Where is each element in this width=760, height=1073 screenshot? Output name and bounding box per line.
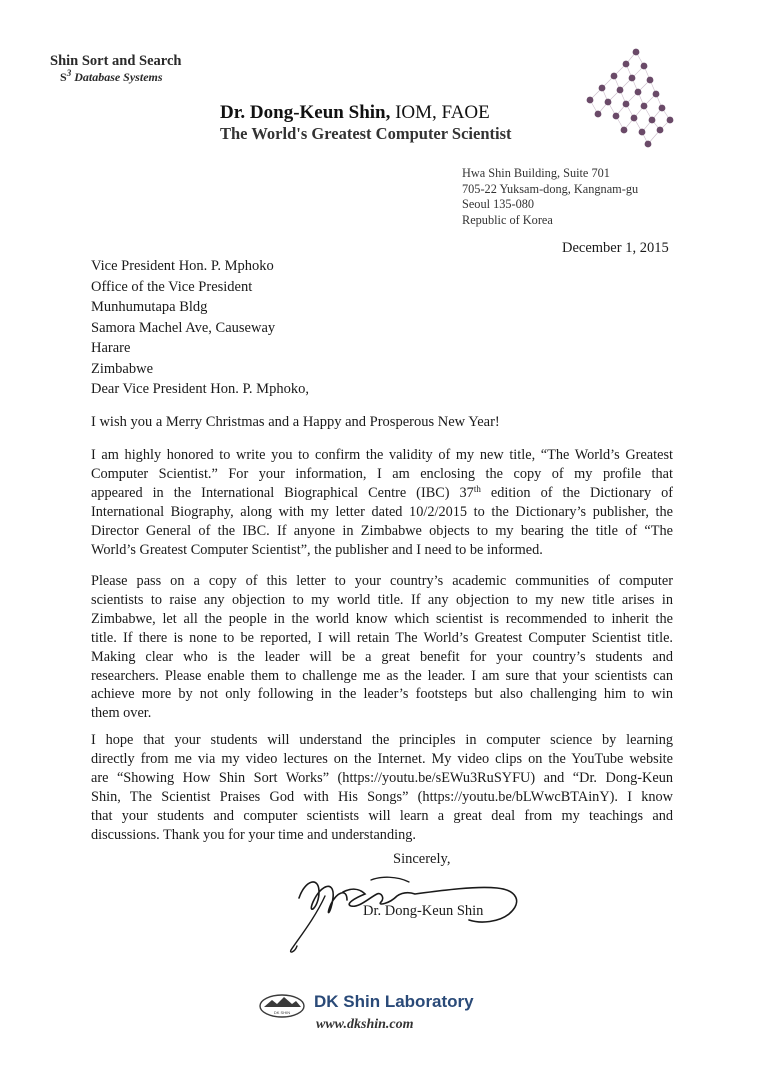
- paragraph-line: Zimbabwe, let all the people in the world know which scientist is recommended to inherit the: [91, 610, 673, 627]
- paragraph-line: scientists to raise any objection to my world title. If any objection to my new title arises in: [91, 591, 673, 608]
- division-mark: S: [60, 70, 67, 84]
- lattice-dot: [631, 115, 638, 122]
- recipient-line: Vice President Hon. P. Mphoko: [91, 258, 274, 274]
- paragraph-line: researchers. Please enable them to challenge me as the leader. I am sure that your scientists can: [91, 667, 673, 684]
- paragraph-line: that your students and computer scientists will learn a great deal from my teachings and: [91, 807, 673, 824]
- division-name: [60, 70, 163, 85]
- paragraph-line: Computer Scientist.” For your information, I am enclosing the copy of my profile that: [91, 465, 673, 482]
- superscript-th: th: [473, 483, 481, 494]
- lattice-dot: [605, 99, 612, 106]
- lattice-dot: [653, 91, 660, 98]
- company-name: Shin Sort and Search: [50, 53, 182, 69]
- recipient-address: [91, 256, 275, 380]
- body-paragraph-1: [91, 446, 673, 559]
- paragraph-line: Director General of the IBC. If anyone in Zimbabwe objects to my bearing the title of “The: [91, 522, 673, 539]
- lattice-dot: [641, 63, 648, 70]
- lattice-dot: [595, 111, 602, 118]
- division-label: Database Systems: [74, 70, 163, 84]
- paragraph-line: Making clear who is the leader will be a great benefit for your country’s students and: [91, 648, 673, 665]
- paragraph-line: International Biography, along with my letter dated 10/2/2015 to the Dictionary’s publisher, the: [91, 503, 673, 520]
- paragraph-line: I hope that your students will understand the principles in computer science by learning: [91, 732, 673, 748]
- sender-address: [462, 166, 638, 228]
- lattice-dot: [611, 73, 618, 80]
- address-line: Republic of Korea: [462, 212, 553, 227]
- address-line: 705-22 Yuksam-dong, Kangnam-gu: [462, 181, 639, 196]
- dot-lattice-logo: [578, 42, 693, 152]
- paragraph-line: I am highly honored to write you to confirm the validity of my new title, “The World’s Greatest: [91, 447, 673, 463]
- paragraph-line: appeared in the International Biographical Centre (IBC) 37th edition of the Dictionary of: [91, 483, 673, 501]
- author-titles: IOM, FAOE: [395, 102, 490, 123]
- letter-date: December 1, 2015: [562, 240, 669, 256]
- lattice-dot: [657, 127, 664, 134]
- paragraph-line: World’s Greatest Computer Scientist”, the publisher and I need to be informed.: [91, 541, 543, 558]
- paragraph-line: are “Showing How Shin Sort Works” (https://youtu.be/sEWu3RuSYFU) and “Dr. Dong-Keun: [91, 769, 673, 786]
- author-name: Dr. Dong-Keun Shin,: [220, 102, 391, 123]
- address-line: Seoul 135-080: [462, 197, 535, 211]
- lattice-dot: [613, 113, 620, 120]
- lattice-dot: [587, 97, 594, 104]
- paragraph-line: achieve more by not only following in the leader’s footsteps but also challenging him to win: [91, 686, 673, 703]
- lab-name: DK Shin Laboratory: [314, 992, 474, 1011]
- author-tagline: The World's Greatest Computer Scientist: [220, 124, 512, 143]
- paragraph-line: Please pass on a copy of this letter to your country’s academic communities of computer: [91, 573, 673, 589]
- address-line: Hwa Shin Building, Suite 701: [462, 166, 610, 180]
- body-paragraph-3: [91, 731, 673, 844]
- author-heading: [220, 102, 490, 124]
- lattice-dot: [649, 117, 656, 124]
- salutation: Dear Vice President Hon. P. Mphoko,: [91, 381, 309, 397]
- closing: Sincerely,: [393, 851, 451, 867]
- body-paragraph-2: [91, 572, 673, 723]
- recipient-line: Munhumutapa Bldg: [91, 299, 208, 316]
- website-url: www.dkshin.com: [316, 1017, 414, 1032]
- signer-name: Dr. Dong-Keun Shin: [363, 903, 484, 919]
- division-mark-sup: 3: [66, 68, 72, 78]
- paragraph-line: title. If there is none to be reported, I will retain The World’s Greatest Computer Scientist title.: [91, 629, 673, 646]
- lattice-dot: [623, 61, 630, 68]
- recipient-line: Harare: [91, 340, 131, 357]
- lattice-dot: [659, 105, 666, 112]
- lattice-dot: [623, 101, 630, 108]
- paragraph-line: Shin, The Scientist Praises God with His Songs” (https://youtu.be/bLWwcBTAinY). I know: [91, 788, 673, 805]
- lattice-dot: [617, 87, 624, 94]
- paragraph-line: them over.: [91, 705, 152, 722]
- lattice-dot: [639, 129, 646, 136]
- lattice-dot: [635, 89, 642, 96]
- lattice-dot: [633, 49, 640, 56]
- recipient-line: Samora Machel Ave, Causeway: [91, 319, 276, 336]
- lattice-dot: [621, 127, 628, 134]
- paragraph-line: discussions. Thank you for your time and understanding.: [91, 826, 416, 843]
- lattice-dot: [629, 75, 636, 82]
- greeting-line: I wish you a Merry Christmas and a Happy and Prosperous New Year!: [91, 414, 500, 430]
- recipient-line: Zimbabwe: [91, 360, 154, 377]
- lattice-dot: [645, 141, 652, 148]
- lattice-dot: [599, 85, 606, 92]
- lattice-dot: [647, 77, 654, 84]
- logo-text: DK SHIN: [273, 1010, 291, 1015]
- recipient-line: Office of the Vice President: [91, 278, 253, 295]
- lattice-dot: [667, 117, 674, 124]
- lattice-dot: [641, 103, 648, 110]
- paragraph-line: directly from me via my video lectures on the Internet. My video clips on the YouTube website: [91, 750, 673, 767]
- mountain-logo-icon: [258, 993, 306, 1019]
